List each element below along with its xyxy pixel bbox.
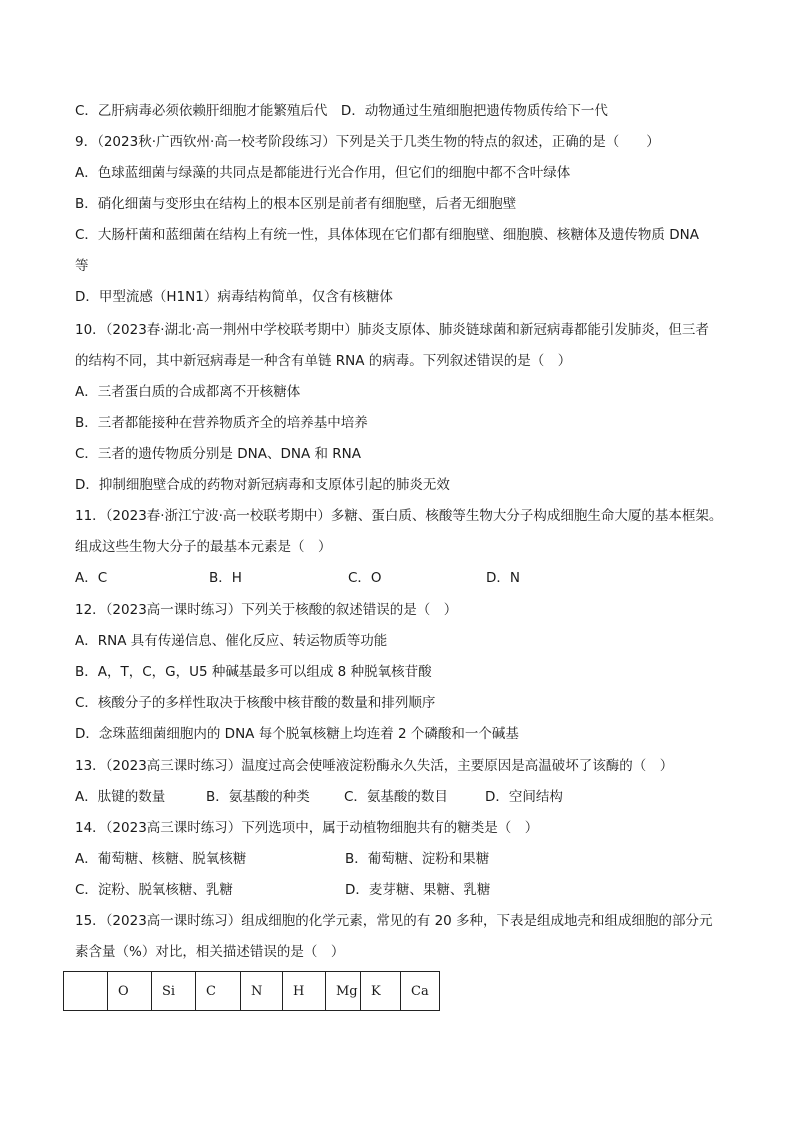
q11-stem-cont: 组成这些生物大分子的最基本元素是（ ） [75, 539, 332, 555]
q11-options [75, 568, 675, 588]
q9-option-a: A．色球蓝细菌与绿藻的共同点是都能进行光合作用，但它们的细胞中都不含叶绿体 [75, 165, 571, 181]
q12-stem: 12．（2023高一课时练习）下列关于核酸的叙述错误的是（ ） [75, 602, 458, 618]
q12-option-d: D．念珠蓝细菌细胞内的 DNA 每个脱氧核糖上均连着 2 个磷酸和一个碱基 [75, 726, 519, 742]
table-cell-blank [64, 972, 108, 1011]
table-cell-si: Si [152, 972, 196, 1011]
q14-options-cd [75, 880, 675, 900]
table-cell-o: O [108, 972, 152, 1011]
q8-options-cd: C．乙肝病毒必须依赖肝细胞才能繁殖后代 D．动物通过生殖细胞把遗传物质传给下一代 [75, 103, 608, 119]
table-cell-k: K [361, 972, 401, 1011]
q14-options-ab [75, 849, 675, 869]
q12-option-b: B．A，T，C，G，U5 种碱基最多可以组成 8 种脱氧核苷酸 [75, 664, 432, 680]
table-cell-c: C [196, 972, 241, 1011]
q11-option-c: C．O [348, 570, 382, 586]
q9-option-b: B．硝化细菌与变形虫在结构上的根本区别是前者有细胞壁，后者无细胞壁 [75, 196, 517, 212]
q14-option-b: B．葡萄糖、淀粉和果糖 [345, 851, 490, 867]
q13-option-d: D．空间结构 [485, 789, 563, 805]
q14-option-d: D．麦芽糖、果糖、乳糖 [345, 882, 491, 898]
q10-stem-cont: 的结构不同，其中新冠病毒是一种含有单链 RNA 的病毒。下列叙述错误的是（ ） [75, 353, 572, 369]
q15-stem: 15．（2023高一课时练习）组成细胞的化学元素，常见的有 20 多种，下表是组成地壳和组成细胞的部分元 [75, 913, 713, 929]
q13-stem: 13．（2023高三课时练习）温度过高会使唾液淀粉酶永久失活，主要原因是高温破坏了该酶的（ ） [75, 758, 674, 774]
q10-stem: 10．（2023春·湖北·高一荆州中学校联考期中）肺炎支原体、肺炎链球菌和新冠病毒都能引发肺炎，但三者 [75, 322, 709, 338]
q13-options [75, 787, 675, 807]
table-cell-h: H [283, 972, 326, 1011]
table-cell-mg: Mg [326, 972, 361, 1011]
q14-stem: 14．（2023高三课时练习）下列选项中，属于动植物细胞共有的糖类是（ ） [75, 820, 539, 836]
q11-stem: 11．（2023春·浙江宁波·高一校联考期中）多糖、蛋白质、核酸等生物大分子构成细胞生命大厦的基本框架。 [75, 508, 723, 524]
q15-stem-cont: 素含量（%）对比，相关描述错误的是（ ） [75, 944, 345, 960]
q10-option-b: B．三者都能接种在营养物质齐全的培养基中培养 [75, 415, 368, 431]
q10-option-d: D．抑制细胞壁合成的药物对新冠病毒和支原体引起的肺炎无效 [75, 477, 450, 493]
q9-option-d: D．甲型流感（H1N1）病毒结构简单，仅含有核糖体 [75, 289, 393, 305]
q11-option-b: B．H [209, 570, 242, 586]
q13-option-b: B．氨基酸的种类 [206, 789, 310, 805]
q14-option-c: C．淀粉、脱氧核糖、乳糖 [75, 882, 233, 898]
table-cell-ca: Ca [401, 972, 440, 1011]
q10-option-a: A．三者蛋白质的合成都离不开核糖体 [75, 384, 301, 400]
q13-option-c: C．氨基酸的数目 [344, 789, 448, 805]
q10-option-c: C．三者的遗传物质分别是 DNA、DNA 和 RNA [75, 446, 361, 462]
q9-option-c: C．大肠杆菌和蓝细菌在结构上有统一性，具体体现在它们都有细胞壁、细胞膜、核糖体及遗传物质 DNA [75, 227, 699, 243]
q12-option-c: C．核酸分子的多样性取决于核酸中核苷酸的数量和排列顺序 [75, 695, 436, 711]
q9-option-c-cont: 等 [75, 258, 89, 274]
q11-option-d: D．N [486, 570, 520, 586]
table-cell-n: N [241, 972, 283, 1011]
table-header-row [64, 972, 440, 1011]
q12-option-a: A．RNA 具有传递信息、催化反应、转运物质等功能 [75, 633, 388, 649]
q11-option-a: A．C [75, 570, 108, 586]
q13-option-a: A．肽键的数量 [75, 789, 166, 805]
q9-stem: 9．（2023秋·广西钦州·高一校考阶段练习）下列是关于几类生物的特点的叙述，正确的是（ ） [75, 134, 660, 150]
q14-option-a: A．葡萄糖、核糖、脱氧核糖 [75, 851, 247, 867]
element-content-table [63, 971, 440, 1011]
